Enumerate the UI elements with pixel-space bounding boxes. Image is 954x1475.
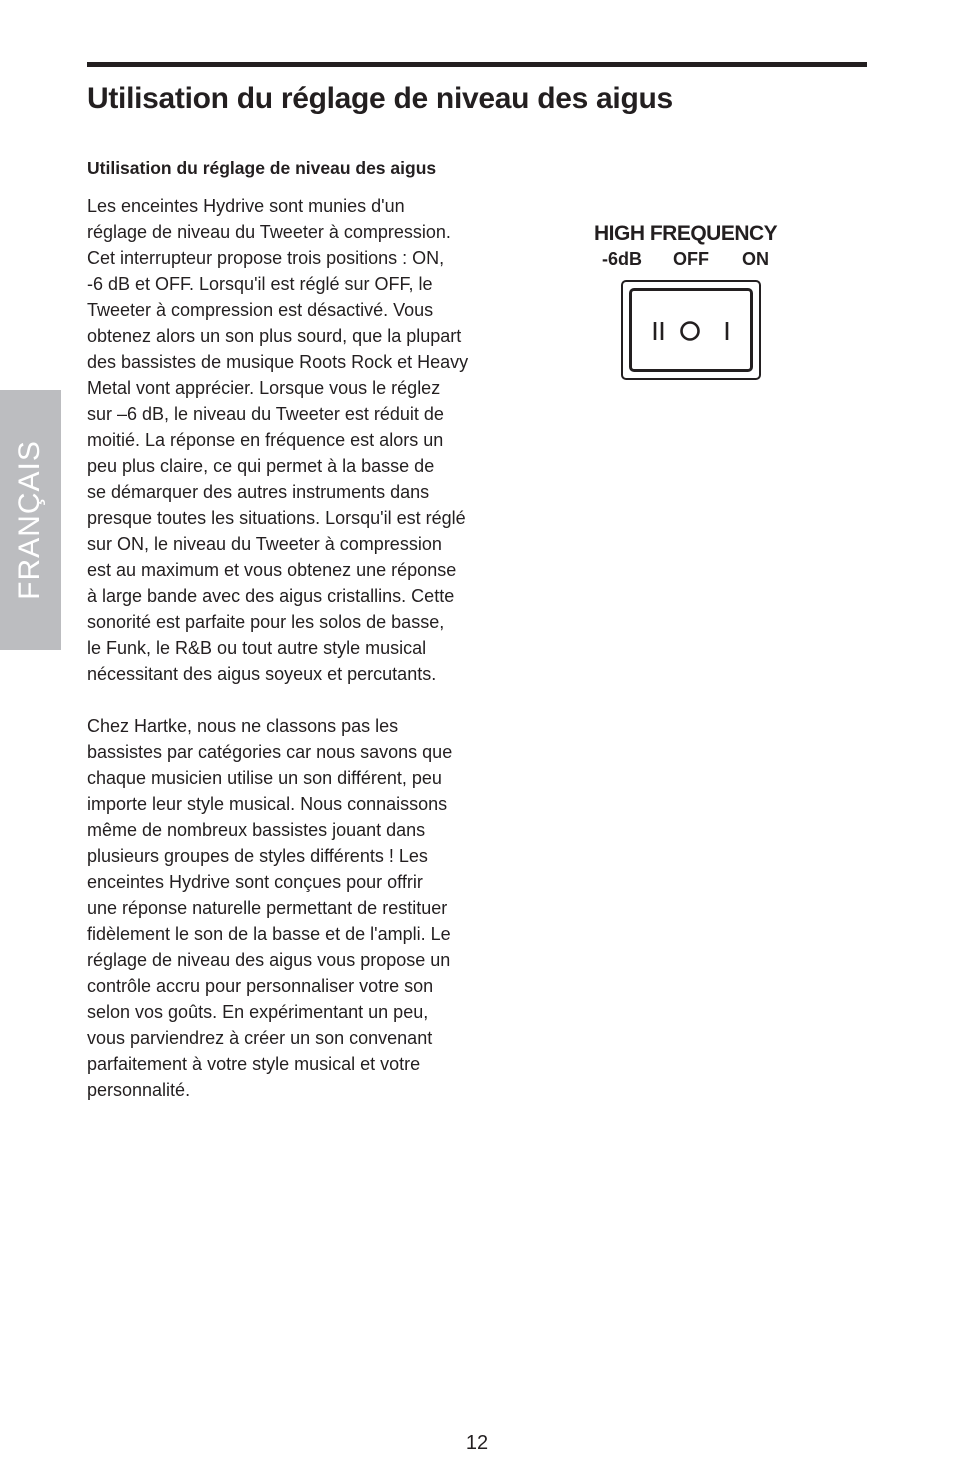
off-mark bbox=[682, 323, 699, 340]
top-rule bbox=[87, 62, 867, 67]
text-column bbox=[87, 155, 527, 1129]
language-tab-label: FRANÇAIS bbox=[13, 440, 46, 600]
paragraph-hartke-philosophy: Chez Hartke, nous ne classons pas les bassistes par catégories car nous savons que chaque musicien utilise un son différent, peu importe leur style musical. Nous connaissons même de nombreux bassistes jouant dans plusieurs groupes de styles différents ! Les enceintes Hydrive sont conçues pour offrir une réponse naturelle permettant de restituer fidèlement le son de la basse et de l'ampli. Le réglage de niveau des aigus vous propose un contrôle accru pour personnaliser votre son selon vos goûts. En expérimentant un peu, vous parviendrez à créer un son convenant parfaitement à votre style musical et votre personnalité. bbox=[87, 716, 453, 1100]
switch-title: HIGH FREQUENCY bbox=[594, 222, 778, 245]
switch-position-6db-label: -6dB bbox=[602, 249, 642, 269]
section-subheading: Utilisation du réglage de niveau des aigus bbox=[87, 158, 437, 178]
switch-position-off-label: OFF bbox=[673, 249, 709, 269]
page-number: 12 bbox=[465, 1432, 489, 1454]
rocker-switch-inner bbox=[629, 288, 753, 372]
high-frequency-switch-figure bbox=[594, 222, 794, 392]
switch-position-on-label: ON bbox=[742, 249, 769, 269]
three-position-switch-icon bbox=[632, 291, 748, 367]
paragraph-tweeter-switch: Les enceintes Hydrive sont munies d'un réglage de niveau du Tweeter à compression. Cet interrupteur propose trois positions : ON, -6 dB et OFF. Lorsqu'il est réglé sur OFF, le Tweeter à compression est désactivé. Vous obtenez alors un son plus sourd, que la plupart des bassistes de musique Roots Rock et Heavy Metal vont apprécier. Lorsque vous le réglez sur –6 dB, le niveau du Tweeter est réduit de moitié. La réponse en fréquence est alors un peu plus claire, ce qui permet à la basse de se démarquer des autres instruments dans presque toutes les situations. Lorsqu'il est réglé sur ON, le niveau du Tweeter à compression est au maximum et vous obtenez une réponse à large bande avec des aigus cristallins. Cette sonorité est parfaite pour les solos de basse, le Funk, le R&B ou tout autre style musical nécessitant des aigus soyeux et percutants. bbox=[87, 196, 469, 684]
page-title: Utilisation du réglage de niveau des aigus bbox=[87, 82, 673, 115]
rocker-switch-outer bbox=[621, 280, 761, 380]
language-tab bbox=[0, 390, 61, 650]
